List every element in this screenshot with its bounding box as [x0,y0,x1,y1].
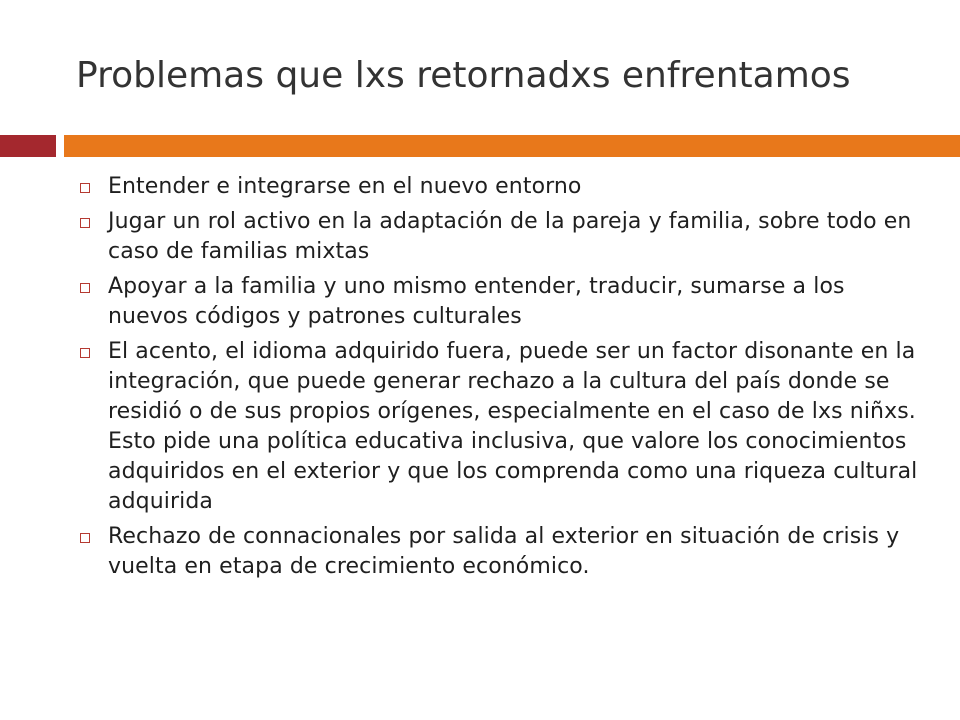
bullet-list [76,172,926,587]
square-bullet-icon [80,533,90,543]
bullet-text: Apoyar a la familia y uno mismo entender, traducir, sumarse a los nuevos códigos y patrones culturales [108,274,845,329]
bullet-item [76,337,926,517]
title-divider-bar [64,135,960,157]
bullet-text: El acento, el idioma adquirido fuera, puede ser un factor disonante en la integración, que puede generar rechazo a la cultura del país donde se residió o de sus propios orígenes, especialmente en el caso de lxs niñxs. Esto pide una política educativa inclusiva, que valore los conocimientos adquiridos en el exterior y que los comprenda como una riqueza cultural adquirida [108,339,918,514]
bullet-item [76,522,926,582]
slide-title: Problemas que lxs retornadxs enfrentamos [76,55,851,96]
square-bullet-icon [80,283,90,293]
title-divider-accent [0,135,56,157]
bullet-item [76,207,926,267]
bullet-item [76,272,926,332]
square-bullet-icon [80,218,90,228]
square-bullet-icon [80,183,90,193]
square-bullet-icon [80,348,90,358]
bullet-text: Entender e integrarse en el nuevo entorno [108,174,582,199]
bullet-item [76,172,926,202]
bullet-text: Rechazo de connacionales por salida al exterior en situación de crisis y vuelta en etapa de crecimiento económico. [108,524,900,579]
bullet-text: Jugar un rol activo en la adaptación de la pareja y familia, sobre todo en caso de familias mixtas [108,209,912,264]
